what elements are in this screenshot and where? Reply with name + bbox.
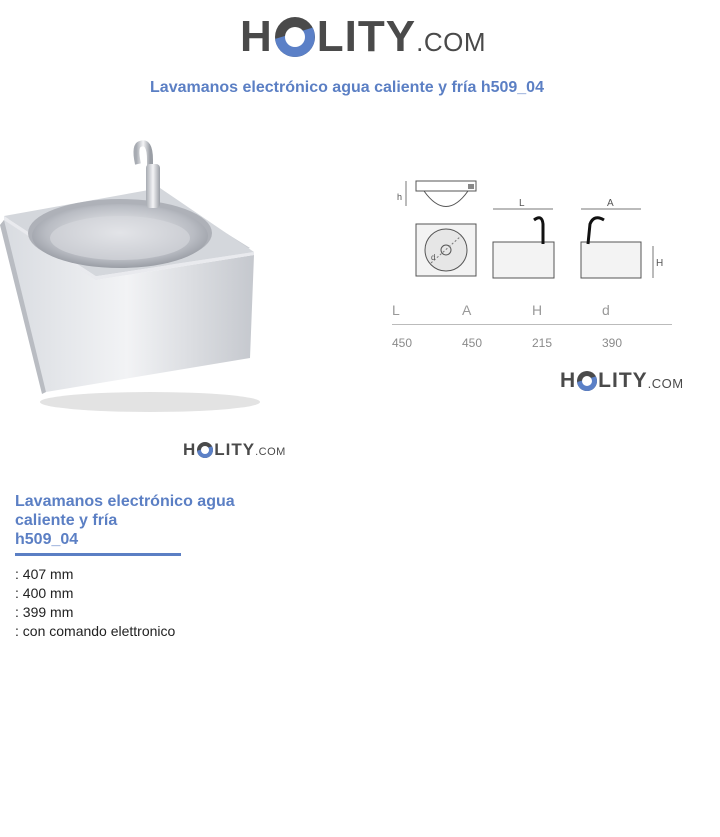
- product-photo: [0, 130, 270, 420]
- title-underline: [15, 553, 181, 556]
- dim-label-h-big: H: [656, 258, 664, 269]
- logo-o-icon: [197, 442, 213, 458]
- dim-header: d: [602, 302, 610, 318]
- logo-suffix: .COM: [416, 26, 486, 57]
- spec-item: : con comando elettronico: [15, 623, 176, 639]
- product-title-line: caliente y fría: [15, 512, 118, 529]
- dim-label-d: d: [431, 253, 436, 262]
- dimensions-divider: [392, 324, 672, 325]
- dim-value: 215: [532, 336, 553, 350]
- dim-header: L: [392, 302, 400, 318]
- spec-item: : 399 mm: [15, 604, 74, 620]
- spec-list: [15, 565, 175, 641]
- holity-logo[interactable]: [240, 12, 486, 62]
- logo-text-h: H: [240, 12, 273, 61]
- holity-logo-small[interactable]: [183, 440, 286, 460]
- dim-value: 450: [392, 336, 413, 350]
- dim-label-a: A: [607, 198, 614, 209]
- logo-text-lity: LITY: [214, 440, 256, 459]
- logo-text-lity: LITY: [598, 369, 648, 392]
- dim-value: 390: [602, 336, 623, 350]
- logo-suffix: .COM: [255, 446, 286, 458]
- spec-item: : 407 mm: [15, 566, 74, 582]
- dim-value: 450: [462, 336, 483, 350]
- logo-text-h: H: [183, 440, 197, 459]
- dimensions-value-row: [392, 336, 672, 350]
- spec-item: : 400 mm: [15, 585, 74, 601]
- product-title-line: Lavamanos electrónico agua: [15, 493, 235, 510]
- product-code: h509_04: [15, 531, 79, 548]
- product-title: [15, 492, 255, 549]
- logo-text-lity: LITY: [316, 12, 417, 61]
- dim-header: A: [462, 302, 472, 318]
- logo-suffix: .COM: [647, 376, 684, 391]
- holity-logo-drawing[interactable]: [560, 369, 684, 393]
- dim-label-l: L: [519, 198, 525, 209]
- dimensions-header-row: [392, 302, 672, 324]
- logo-o-icon: [577, 371, 597, 391]
- logo-o-icon: [275, 17, 315, 57]
- logo-text-h: H: [560, 369, 577, 392]
- technical-drawing: [388, 176, 688, 286]
- dim-header: H: [532, 302, 543, 318]
- page-title: Lavamanos electrónico agua caliente y fría h509_04: [150, 79, 544, 96]
- dimensions-table: [392, 302, 672, 350]
- dim-label-h-small: h: [397, 192, 403, 202]
